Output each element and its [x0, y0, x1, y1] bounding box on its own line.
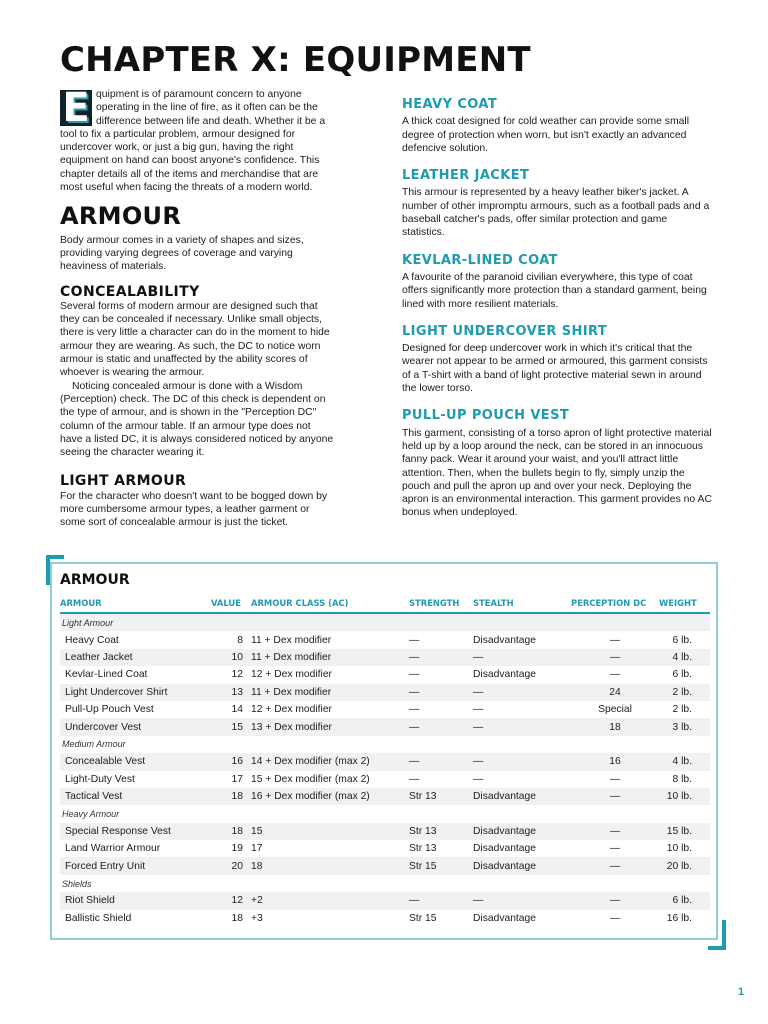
- table-cell: 14: [231, 704, 243, 716]
- table-cell: —: [609, 843, 621, 855]
- table-cell: 12 + Dex modifier: [251, 704, 332, 716]
- table-group-row: [60, 736, 710, 753]
- table-cell: 18: [571, 718, 659, 735]
- table-cell: —: [409, 649, 473, 666]
- table-cell: 12: [231, 669, 243, 681]
- table-group-row: [60, 613, 710, 631]
- table-row: [60, 684, 710, 701]
- table-cell: 10: [211, 649, 251, 666]
- table-cell: Disadvantage: [473, 634, 536, 646]
- light-armour-heading: LIGHT ARMOUR: [60, 473, 187, 490]
- table-cell: 16 lb.: [666, 912, 692, 924]
- item-heading: HEAVY COAT: [402, 97, 498, 112]
- table-cell: Disadvantage: [473, 912, 536, 924]
- armour-heading: ARMOUR: [60, 202, 182, 231]
- table-cell: Tactical Vest: [60, 788, 211, 805]
- concealability-heading: CONCEALABILITY: [60, 283, 200, 300]
- table-cell: 19: [231, 843, 243, 855]
- table-cell: —: [409, 634, 420, 646]
- intro-text: quipment is of paramount concern to anyone operating in the line of fire, as it often can be the difference between life and death. Whether it be a tool to fix a particular problem, armour designed for undercover work, or just a big gun, having the right equipment on hand can boost anyone's confidence. This chapter details all of the items and merchandise that are most useful when facing the threats of a modern world.: [60, 89, 326, 194]
- table-cell: 15 + Dex modifier (max 2): [251, 773, 370, 785]
- table-cell: 2 lb.: [659, 684, 710, 701]
- table-cell: —: [609, 669, 621, 681]
- table-cell: —: [409, 892, 473, 909]
- table-cell: Str 15: [409, 857, 473, 874]
- table-cell: 18: [211, 823, 251, 840]
- table-cell: Ballistic Shield: [65, 912, 132, 924]
- left-column: [60, 85, 336, 530]
- table-cell: Disadvantage: [473, 857, 571, 874]
- table-cell: Land Warrior Armour: [65, 843, 161, 855]
- table-cell: Pull-Up Pouch Vest: [65, 704, 154, 716]
- armour-table-title: ARMOUR: [60, 572, 130, 588]
- item-text: Designed for deep undercover work in which it's critical that the wearer not appear to be armed or armoured, this garment consists of a T-shirt with a band of light protective material sewn in around the lower torso.: [402, 343, 708, 395]
- table-cell: 11 + Dex modifier: [251, 634, 332, 646]
- table-row: [60, 788, 710, 805]
- table-cell: 10 lb.: [666, 843, 692, 855]
- table-cell: —: [409, 718, 473, 735]
- frame-corner-decoration: [708, 920, 726, 950]
- table-cell: —: [473, 892, 571, 909]
- table-cell: 11 + Dex modifier: [251, 649, 409, 666]
- armour-table: [60, 596, 710, 927]
- item-heading: LIGHT UNDERCOVER SHIRT: [402, 323, 608, 339]
- table-group-row: [60, 875, 710, 892]
- table-cell: Heavy Coat: [65, 634, 119, 646]
- column-header: STRENGTH: [409, 596, 473, 613]
- column-header: STEALTH: [473, 596, 571, 613]
- table-cell: 13: [211, 684, 251, 701]
- concealability-text-1: Several forms of modern armour are designed such that they can be concealed if necessary. Unlike small objects, there is very little a character can do in the moment to hide armour they are wearing. As such, the DC to notice worn armour is static and unaffected by the ability scores of whoever is wearing the armour.: [60, 300, 330, 379]
- item-heading: KEVLAR-LINED COAT: [402, 252, 558, 268]
- table-cell: 15 lb.: [659, 823, 710, 840]
- table-cell: 15: [251, 823, 409, 840]
- table-cell: Disadvantage: [473, 823, 571, 840]
- table-cell: 13 + Dex modifier: [251, 718, 409, 735]
- column-header: ARMOUR: [60, 596, 211, 613]
- table-cell: 6 lb.: [672, 634, 692, 646]
- table-cell: —: [571, 857, 659, 874]
- table-cell: Disadvantage: [473, 669, 536, 681]
- table-cell: 12: [211, 892, 251, 909]
- table-cell: 12 + Dex modifier: [251, 669, 332, 681]
- table-cell: —: [571, 788, 659, 805]
- table-cell: Riot Shield: [60, 892, 211, 909]
- table-cell: 15: [211, 718, 251, 735]
- item-text: A thick coat designed for cold weather can provide some small degree of protection when worn, but isn't exactly an advanced defencive solution.: [402, 116, 690, 154]
- table-row: [60, 718, 710, 735]
- table-row: [60, 823, 710, 840]
- table-cell: Light Undercover Shirt: [60, 684, 211, 701]
- item-heading: PULL-UP POUCH VEST: [402, 408, 570, 424]
- table-cell: 20 lb.: [659, 857, 710, 874]
- table-cell: Kevlar-Lined Coat: [65, 669, 148, 681]
- table-cell: 16: [211, 753, 251, 770]
- table-cell: 24: [571, 684, 659, 701]
- light-armour-text: For the character who doesn't want to be bogged down by more cumbersome armour types, a leather garment or some sort of concealable armour is just the ticket.: [60, 490, 328, 529]
- table-row: [60, 666, 710, 683]
- armour-table-body: [60, 613, 710, 927]
- column-header: WEIGHT: [659, 596, 710, 613]
- item-text: This garment, consisting of a torso apron of light protective material held up by a loop around the neck, can be stored in an innocuous fanny pack. Wear it around your waist, and you'll attract little attention. Then, when the bullets begin to fly, simply unzip the pouch and pull the apron up and over your neck. Deploying the apron is an environmental interaction. This garment provides no AC bonus when undeployed.: [402, 427, 712, 519]
- table-cell: 20: [211, 857, 251, 874]
- table-cell: Forced Entry Unit: [60, 857, 211, 874]
- armour-intro-text: Body armour comes in a variety of shapes and sizes, providing varying degrees of coverage and varying heaviness of materials.: [60, 234, 304, 273]
- item-text: This armour is represented by a heavy leather biker's jacket. A number of other impromptu armours, such as a football pads and a baseball catcher's pads, offer similar protection and game statistics.: [402, 187, 710, 239]
- table-cell: 18: [251, 857, 409, 874]
- group-label: Light Armour: [60, 613, 710, 631]
- table-cell: 4 lb.: [659, 649, 710, 666]
- table-cell: —: [609, 912, 621, 924]
- table-cell: —: [409, 704, 420, 716]
- table-row: [60, 631, 710, 648]
- table-cell: —: [609, 773, 621, 785]
- table-cell: Leather Jacket: [60, 649, 211, 666]
- table-cell: —: [473, 718, 571, 735]
- drop-cap: E: [60, 90, 92, 126]
- table-cell: Light-Duty Vest: [65, 773, 135, 785]
- item-text: A favourite of the paranoid civilian everywhere, this type of coat offers significantly more protection than a standard garment, being lined with more resilient materials.: [402, 271, 707, 310]
- table-group-row: [60, 805, 710, 822]
- concealability-text-2: Noticing concealed armour is done with a Wisdom (Perception) check. The DC of this check is dependent on the type of armour, and is shown in the "Perception DC" column of the armour table. If an armour type does not have a listed DC, it is always considered noticed by anyone seeing the character wearing it.: [60, 380, 334, 459]
- table-cell: —: [473, 649, 571, 666]
- group-label: Medium Armour: [62, 739, 126, 750]
- table-cell: 2 lb.: [672, 704, 692, 716]
- table-row: [60, 910, 710, 927]
- table-cell: 18: [211, 788, 251, 805]
- table-cell: Str 13: [409, 823, 473, 840]
- table-cell: Str 13: [409, 788, 473, 805]
- column-header: PERCEPTION DC: [571, 596, 659, 613]
- page-number: 1: [738, 986, 745, 998]
- column-header: ARMOUR CLASS (AC): [251, 596, 409, 613]
- table-row: [60, 857, 710, 874]
- table-cell: 3 lb.: [659, 718, 710, 735]
- table-cell: Concealable Vest: [60, 753, 211, 770]
- table-cell: 6 lb.: [659, 892, 710, 909]
- table-cell: +2: [251, 892, 409, 909]
- table-cell: 8: [237, 634, 243, 646]
- table-cell: 18: [231, 912, 243, 924]
- table-cell: Special Response Vest: [60, 823, 211, 840]
- table-cell: 17: [231, 773, 243, 785]
- table-cell: —: [571, 823, 659, 840]
- table-cell: —: [409, 773, 420, 785]
- table-cell: Str 13: [409, 843, 437, 855]
- column-header: VALUE: [211, 596, 251, 613]
- table-cell: —: [473, 684, 571, 701]
- table-cell: 11 + Dex modifier: [251, 684, 409, 701]
- table-cell: 16: [571, 753, 659, 770]
- table-row: [60, 649, 710, 666]
- right-column: [402, 98, 712, 520]
- table-row: [60, 753, 710, 770]
- table-cell: 14 + Dex modifier (max 2): [251, 753, 409, 770]
- table-cell: —: [409, 669, 420, 681]
- group-label: Heavy Armour: [62, 808, 120, 819]
- table-cell: —: [571, 649, 659, 666]
- table-cell: Disadvantage: [473, 843, 536, 855]
- table-cell: 17: [251, 843, 263, 855]
- table-cell: 16 + Dex modifier (max 2): [251, 788, 409, 805]
- table-cell: —: [409, 684, 473, 701]
- table-cell: 8 lb.: [672, 773, 692, 785]
- table-cell: —: [473, 704, 484, 716]
- intro-paragraph: [60, 85, 336, 194]
- table-cell: 6 lb.: [672, 669, 692, 681]
- table-row: [60, 771, 710, 788]
- page-title: CHAPTER X: EQUIPMENT: [60, 40, 531, 80]
- table-row: [60, 701, 710, 718]
- table-cell: —: [473, 753, 571, 770]
- table-cell: —: [409, 753, 473, 770]
- table-cell: Disadvantage: [473, 788, 571, 805]
- table-cell: 10 lb.: [659, 788, 710, 805]
- table-cell: 4 lb.: [659, 753, 710, 770]
- table-cell: Special: [598, 704, 632, 716]
- table-cell: Undercover Vest: [60, 718, 211, 735]
- table-row: [60, 840, 710, 857]
- table-row: [60, 892, 710, 909]
- table-cell: +3: [251, 912, 263, 924]
- table-cell: —: [473, 773, 484, 785]
- table-cell: —: [609, 634, 621, 646]
- item-heading: LEATHER JACKET: [402, 168, 530, 184]
- group-label: Shields: [62, 878, 92, 889]
- table-header-row: [60, 596, 710, 613]
- table-cell: —: [571, 892, 659, 909]
- table-cell: Str 15: [409, 912, 437, 924]
